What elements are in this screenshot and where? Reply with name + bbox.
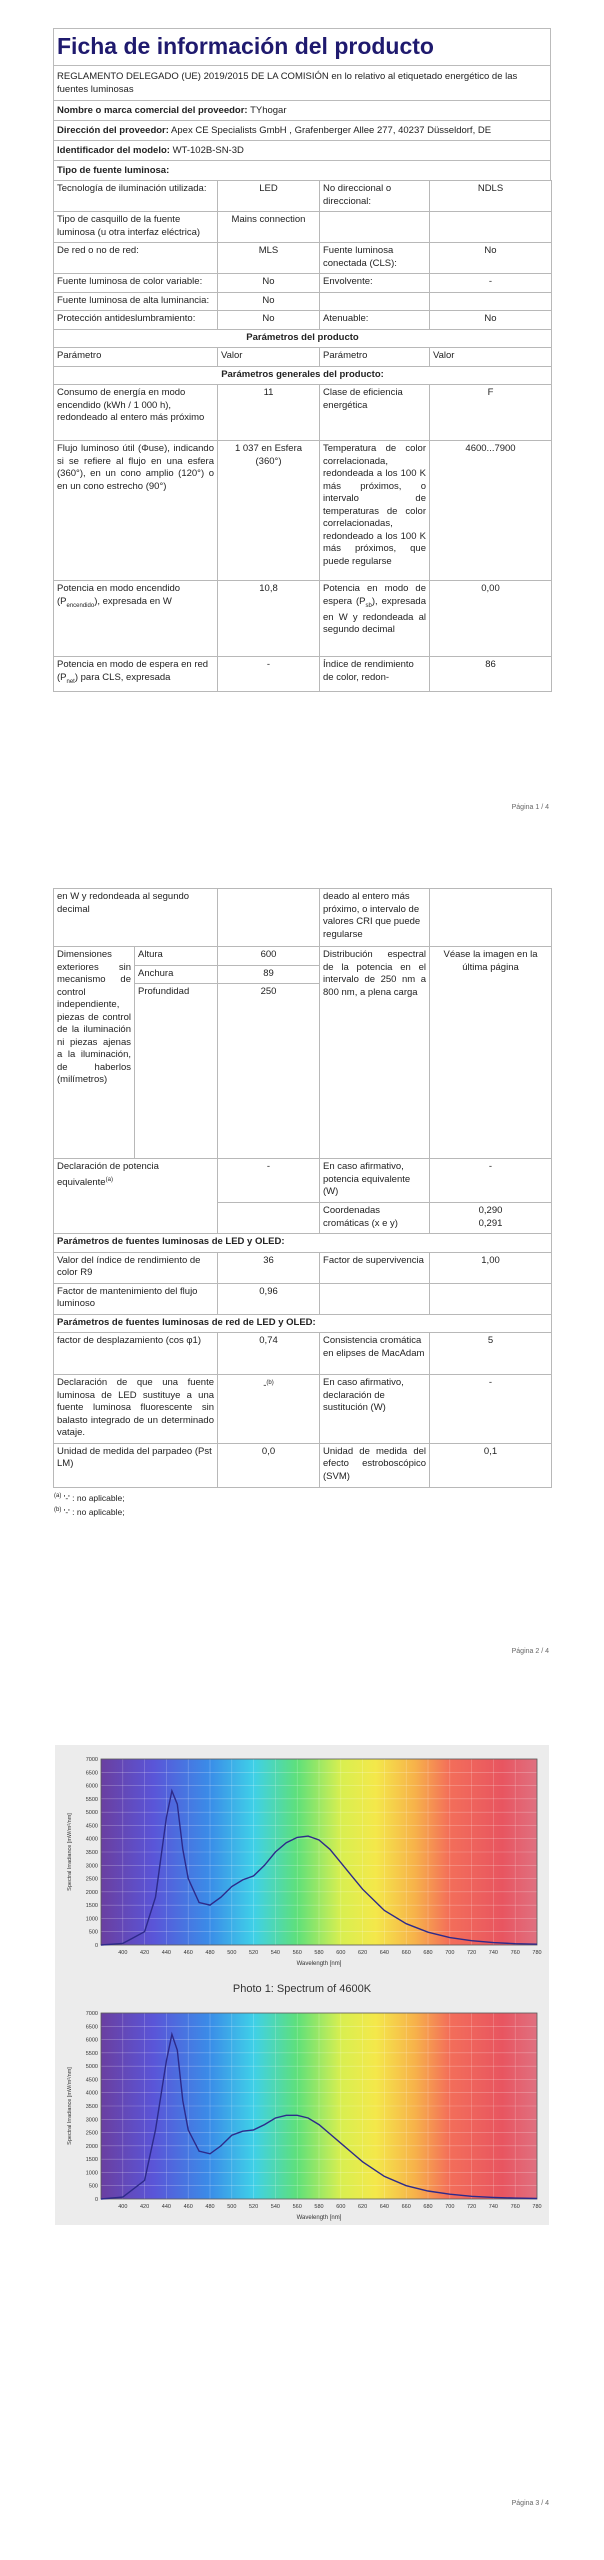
x-tick-label: 620	[358, 1950, 368, 1956]
row-label: Fuente luminosa conectada (CLS):	[320, 243, 430, 274]
footnote-mark: (b)	[54, 1507, 62, 1514]
table-row	[54, 1375, 552, 1444]
y-tick-label: 500	[88, 2183, 98, 2190]
y-tick-label: 1000	[85, 1916, 98, 1923]
x-tick-label: 720	[467, 1950, 477, 1956]
row-value: NDLS	[430, 181, 552, 212]
row-label: Tipo de casquillo de la fuente luminosa (u otra interfaz eléctrica)	[54, 212, 218, 243]
model-row	[54, 141, 550, 161]
product-params-table-continued	[53, 888, 552, 1488]
footnote-b	[54, 1504, 550, 1519]
row-label	[54, 581, 218, 657]
x-tick-label: 520	[249, 2204, 259, 2210]
row-value: 0,96	[218, 1283, 320, 1314]
x-tick-label: 620	[358, 2204, 368, 2210]
x-tick-label: 580	[314, 1950, 324, 1956]
x-tick-label: 480	[205, 2204, 215, 2210]
y-axis-label: Spectral Irradiance [mW/m²/nm]	[67, 2067, 73, 2145]
page-title: Ficha de información del producto	[54, 29, 550, 66]
table-row	[54, 1159, 552, 1203]
table-row	[54, 274, 552, 293]
dimension-value: 250	[218, 984, 320, 1159]
row-value: 0,00	[430, 581, 552, 657]
y-tick-label: 5000	[85, 1810, 98, 1817]
page-number: Página 1 / 4	[511, 804, 549, 811]
x-tick-label: 640	[379, 1950, 389, 1956]
section-heading: Parámetros generales del producto:	[54, 366, 552, 385]
row-value: Mains connection	[218, 212, 320, 243]
label-part: Declaración de potencia equivalente	[57, 1161, 159, 1188]
figure-caption: Photo 1: Spectrum of 4600K	[232, 1983, 372, 1995]
column-header: Valor	[430, 348, 552, 367]
table-row	[54, 657, 552, 692]
row-label: No direccional o direccional:	[320, 181, 430, 212]
y-tick-label: 5000	[85, 2064, 98, 2071]
row-value	[218, 1375, 320, 1444]
row-label: Clase de eficiencia energética	[320, 385, 430, 441]
x-tick-label: 680	[423, 2204, 433, 2210]
row-value: No	[430, 243, 552, 274]
x-tick-label: 560	[292, 2204, 302, 2210]
row-label: Fuente luminosa de alta luminancia:	[54, 292, 218, 311]
row-value: F	[430, 385, 552, 441]
y-tick-label: 0	[94, 2197, 98, 2203]
x-tick-label: 640	[379, 2204, 389, 2210]
row-value: 86	[430, 657, 552, 692]
table-row	[54, 1314, 552, 1333]
x-tick-label: 500	[227, 2204, 237, 2210]
supplier-name-value: TYhogar	[250, 105, 287, 116]
x-tick-label: 760	[510, 1950, 520, 1956]
label-part: Potencia en modo de espera en red (P	[57, 659, 209, 683]
row-label: deado al entero más próximo, o intervalo de valores CRI que puede regularse	[320, 889, 430, 947]
x-axis-label: Wavelength [nm]	[296, 1961, 342, 1967]
model-value: WT-102B-SN-3D	[172, 145, 244, 156]
row-label	[54, 1159, 218, 1234]
dimension-label: Profundidad	[135, 984, 218, 1159]
table-row	[54, 243, 552, 274]
y-tick-label: 4000	[85, 1836, 98, 1843]
row-label: Distribución espectral de la potencia en el intervalo de 250 nm a 800 nm, a plena carga	[320, 947, 430, 1159]
row-value: -	[430, 1375, 552, 1444]
dimension-label: Altura	[135, 947, 218, 966]
y-tick-label: 2500	[85, 2130, 98, 2137]
row-value: 0,74	[218, 1333, 320, 1375]
row-value: 0,0	[218, 1443, 320, 1487]
row-value: 36	[218, 1252, 320, 1283]
row-value: 4600...7900	[430, 441, 552, 581]
label-sub: net	[66, 678, 75, 685]
row-value	[430, 292, 552, 311]
y-tick-label: 2000	[85, 2143, 98, 2150]
row-value	[430, 889, 552, 947]
y-tick-label: 3500	[85, 1850, 98, 1856]
table-row	[54, 292, 552, 311]
row-label	[320, 212, 430, 243]
row-label: Flujo luminoso útil (Φuse), indicando si se refiere al flujo en una esfera (360°), en un cono amplio (120°) o en un cono estrecho (90°)	[54, 441, 218, 581]
y-tick-label: 1500	[85, 2157, 98, 2164]
spectrum-chart-svg	[61, 2007, 543, 2229]
row-value: No	[218, 311, 320, 330]
footnote-mark: (b)	[266, 1380, 274, 1386]
table-row	[54, 1234, 552, 1253]
row-value: 11	[218, 385, 320, 441]
supplier-name-row	[54, 101, 550, 121]
row-value: -	[218, 1159, 320, 1203]
row-value: No	[218, 274, 320, 293]
footnote-text: '-' : no aplicable;	[63, 1492, 125, 1503]
chroma-x: 0,290	[478, 1205, 503, 1216]
x-tick-label: 480	[205, 1950, 215, 1956]
table-row	[54, 889, 552, 947]
x-tick-label: 600	[336, 2204, 346, 2210]
x-tick-label: 540	[270, 2204, 280, 2210]
table-row	[54, 1333, 552, 1375]
row-label	[320, 1283, 430, 1314]
row-label: en W y redondeada al segundo decimal	[54, 889, 218, 947]
row-label: Envolvente:	[320, 274, 430, 293]
row-label: Índice de rendimiento de color, redon-	[320, 657, 430, 692]
y-tick-label: 6000	[85, 2037, 98, 2044]
table-row	[54, 385, 552, 441]
chroma-y: 0,291	[478, 1217, 503, 1229]
x-tick-label: 400	[118, 1950, 128, 1956]
row-label: Unidad de medida del efecto estroboscópico (SVM)	[320, 1443, 430, 1487]
table-header-row	[54, 348, 552, 367]
row-label: factor de desplazamiento (cos φ1)	[54, 1333, 218, 1375]
row-label: Coordenadas cromáticas (x e y)	[320, 1203, 430, 1234]
x-tick-label: 400	[118, 2204, 128, 2210]
spectrum-chart-1	[61, 1753, 543, 1975]
y-tick-label: 6500	[85, 1770, 98, 1777]
table-row	[54, 581, 552, 657]
supplier-name-label: Nombre o marca comercial del proveedor:	[57, 105, 248, 116]
table-row	[54, 1283, 552, 1314]
dimension-value: 600	[218, 947, 320, 966]
row-value	[430, 212, 552, 243]
row-label	[54, 657, 218, 692]
row-value: MLS	[218, 243, 320, 274]
label-part: Potencia en modo encendido (P	[57, 583, 181, 607]
x-tick-label: 660	[401, 2204, 411, 2210]
row-label: De red o no de red:	[54, 243, 218, 274]
table-row	[54, 329, 552, 348]
row-value: 0,1	[430, 1443, 552, 1487]
model-label: Identificador del modelo:	[57, 145, 170, 156]
section-heading: Parámetros del producto	[54, 329, 552, 348]
x-tick-label: 760	[510, 2204, 520, 2210]
row-value: 1 037 en Esfera (360°)	[218, 441, 320, 581]
row-label: Unidad de medida del parpadeo (Pst LM)	[54, 1443, 218, 1487]
column-header: Valor	[218, 348, 320, 367]
supplier-address-row	[54, 121, 550, 141]
row-value: LED	[218, 181, 320, 212]
column-header: Parámetro	[54, 348, 218, 367]
table-row	[54, 311, 552, 330]
footnote-a	[54, 1490, 550, 1505]
row-label: Consistencia cromática en elipses de MacAdam	[320, 1333, 430, 1375]
row-label: Valor del índice de rendimiento de color R9	[54, 1252, 218, 1283]
x-tick-label: 420	[140, 1950, 150, 1956]
table-row	[54, 1443, 552, 1487]
row-label: Fuente luminosa de color variable:	[54, 274, 218, 293]
x-tick-label: 460	[183, 1950, 193, 1956]
supplier-address-label: Dirección del proveedor:	[57, 125, 169, 136]
row-value: No	[218, 292, 320, 311]
row-label: Dimensiones exteriores sin mecanismo de control independiente, piezas de control de la iluminación ni piezas ajenas a la iluminación, de haberlos (milímetros)	[54, 947, 135, 1159]
page-number: Página 3 / 4	[511, 2500, 549, 2507]
y-axis-label: Spectral Irradiance [mW/m²/nm]	[67, 1813, 73, 1891]
row-label: Atenuable:	[320, 311, 430, 330]
label-part: ), expresada en W y redondeada al segundo decimal	[323, 595, 426, 636]
y-tick-label: 0	[94, 1943, 98, 1949]
y-tick-label: 6000	[85, 1783, 98, 1790]
label-part: ), expresada en W	[94, 595, 172, 607]
label-sub: encendido	[66, 602, 95, 609]
row-value	[218, 1203, 320, 1234]
y-tick-label: 2500	[85, 1876, 98, 1883]
x-axis-label: Wavelength [nm]	[296, 2215, 342, 2221]
y-tick-label: 500	[88, 1929, 98, 1936]
x-tick-label: 460	[183, 2204, 193, 2210]
row-label: Tecnología de iluminación utilizada:	[54, 181, 218, 212]
section-heading: Parámetros de fuentes luminosas de LED y OLED:	[54, 1234, 552, 1253]
x-tick-label: 440	[161, 2204, 171, 2210]
label-part: Potencia en modo de espera (P	[323, 583, 426, 607]
spectrum-chart-2	[61, 2007, 543, 2229]
value-part: -	[263, 1380, 267, 1392]
footnotes	[53, 1488, 551, 1522]
footnote-text: '-' : no aplicable;	[63, 1507, 125, 1518]
y-tick-label: 4000	[85, 2090, 98, 2097]
page-2	[53, 888, 551, 1521]
y-tick-label: 4500	[85, 2077, 98, 2084]
table-row	[54, 1252, 552, 1283]
x-tick-label: 560	[292, 1950, 302, 1956]
spectrum-chart-svg	[61, 1753, 543, 1975]
y-tick-label: 3500	[85, 2104, 98, 2110]
y-tick-label: 2000	[85, 1889, 98, 1896]
row-label: Protección antideslumbramiento:	[54, 311, 218, 330]
y-tick-label: 5500	[85, 2050, 98, 2057]
x-tick-label: 740	[488, 2204, 498, 2210]
spectrum-figure	[55, 1745, 549, 2225]
regulation-text: REGLAMENTO DELEGADO (UE) 2019/2015 DE LA COMISIÓN en lo relativo al etiquetado energético de las fuentes luminosas	[54, 66, 550, 101]
row-label: En caso afirmativo, potencia equivalente (W)	[320, 1159, 430, 1203]
label-sub: sb	[365, 602, 372, 609]
row-value: 1,00	[430, 1252, 552, 1283]
page-1	[53, 28, 551, 692]
row-value: No	[430, 311, 552, 330]
x-tick-label: 580	[314, 2204, 324, 2210]
row-value: -	[430, 1159, 552, 1203]
supplier-address-value: Apex CE Specialists GmbH , Grafenberger Allee 277, 40237 Düsseldorf, DE	[171, 125, 492, 136]
footnote-mark: (a)	[105, 1176, 113, 1183]
row-value: -	[218, 657, 320, 692]
y-tick-label: 7000	[85, 1757, 98, 1763]
x-tick-label: 740	[488, 1950, 498, 1956]
row-value: Véase la imagen en la última página	[430, 947, 552, 1159]
row-value	[218, 889, 320, 947]
section-heading: Parámetros de fuentes luminosas de red de LED y OLED:	[54, 1314, 552, 1333]
x-tick-label: 420	[140, 2204, 150, 2210]
dimension-value: 89	[218, 965, 320, 984]
source-type-table	[53, 180, 552, 692]
y-tick-label: 1000	[85, 2170, 98, 2177]
x-tick-label: 660	[401, 1950, 411, 1956]
column-header: Parámetro	[320, 348, 430, 367]
y-tick-label: 3000	[85, 2117, 98, 2124]
x-tick-label: 440	[161, 1950, 171, 1956]
y-tick-label: 3000	[85, 1863, 98, 1870]
x-tick-label: 540	[270, 1950, 280, 1956]
row-label: Declaración de que una fuente luminosa de LED sustituye a una fuente luminosa fluorescente sin balasto integrado de un determinado vataje.	[54, 1375, 218, 1444]
label-part: ) para CLS, expresada	[74, 671, 171, 683]
row-label: Temperatura de color correlacionada, redondeada a los 100 K más próximos, o intervalo de temperaturas de color correlacionadas, redondeado a los 100 K más próximos, que puede regularse	[320, 441, 430, 581]
table-row	[54, 947, 552, 966]
x-tick-label: 720	[467, 2204, 477, 2210]
footnote-mark: (a)	[54, 1492, 62, 1499]
x-tick-label: 700	[445, 2204, 455, 2210]
row-label: Factor de supervivencia	[320, 1252, 430, 1283]
y-tick-label: 4500	[85, 1823, 98, 1830]
table-row	[54, 366, 552, 385]
x-tick-label: 700	[445, 1950, 455, 1956]
x-tick-label: 500	[227, 1950, 237, 1956]
row-value: 5	[430, 1333, 552, 1375]
table-row	[54, 212, 552, 243]
y-tick-label: 5500	[85, 1796, 98, 1803]
row-label: Factor de mantenimiento del flujo luminoso	[54, 1283, 218, 1314]
sheet-frame	[53, 28, 551, 181]
page-number: Página 2 / 4	[511, 1648, 549, 1655]
row-label: Consumo de energía en modo encendido (kWh / 1 000 h), redondeado al entero más próximo	[54, 385, 218, 441]
x-tick-label: 780	[532, 2204, 542, 2210]
y-tick-label: 6500	[85, 2024, 98, 2031]
table-row	[54, 441, 552, 581]
source-type-heading: Tipo de fuente luminosa:	[57, 165, 170, 176]
row-value	[430, 1283, 552, 1314]
x-tick-label: 520	[249, 1950, 259, 1956]
y-tick-label: 1500	[85, 1903, 98, 1910]
x-tick-label: 680	[423, 1950, 433, 1956]
dimension-label: Anchura	[135, 965, 218, 984]
row-value: -	[430, 274, 552, 293]
x-tick-label: 600	[336, 1950, 346, 1956]
table-row	[54, 181, 552, 212]
row-value: 10,8	[218, 581, 320, 657]
row-label	[320, 581, 430, 657]
row-label: En caso afirmativo, declaración de sustitución (W)	[320, 1375, 430, 1444]
row-value	[430, 1203, 552, 1234]
y-tick-label: 7000	[85, 2011, 98, 2017]
row-label	[320, 292, 430, 311]
x-tick-label: 780	[532, 1950, 542, 1956]
